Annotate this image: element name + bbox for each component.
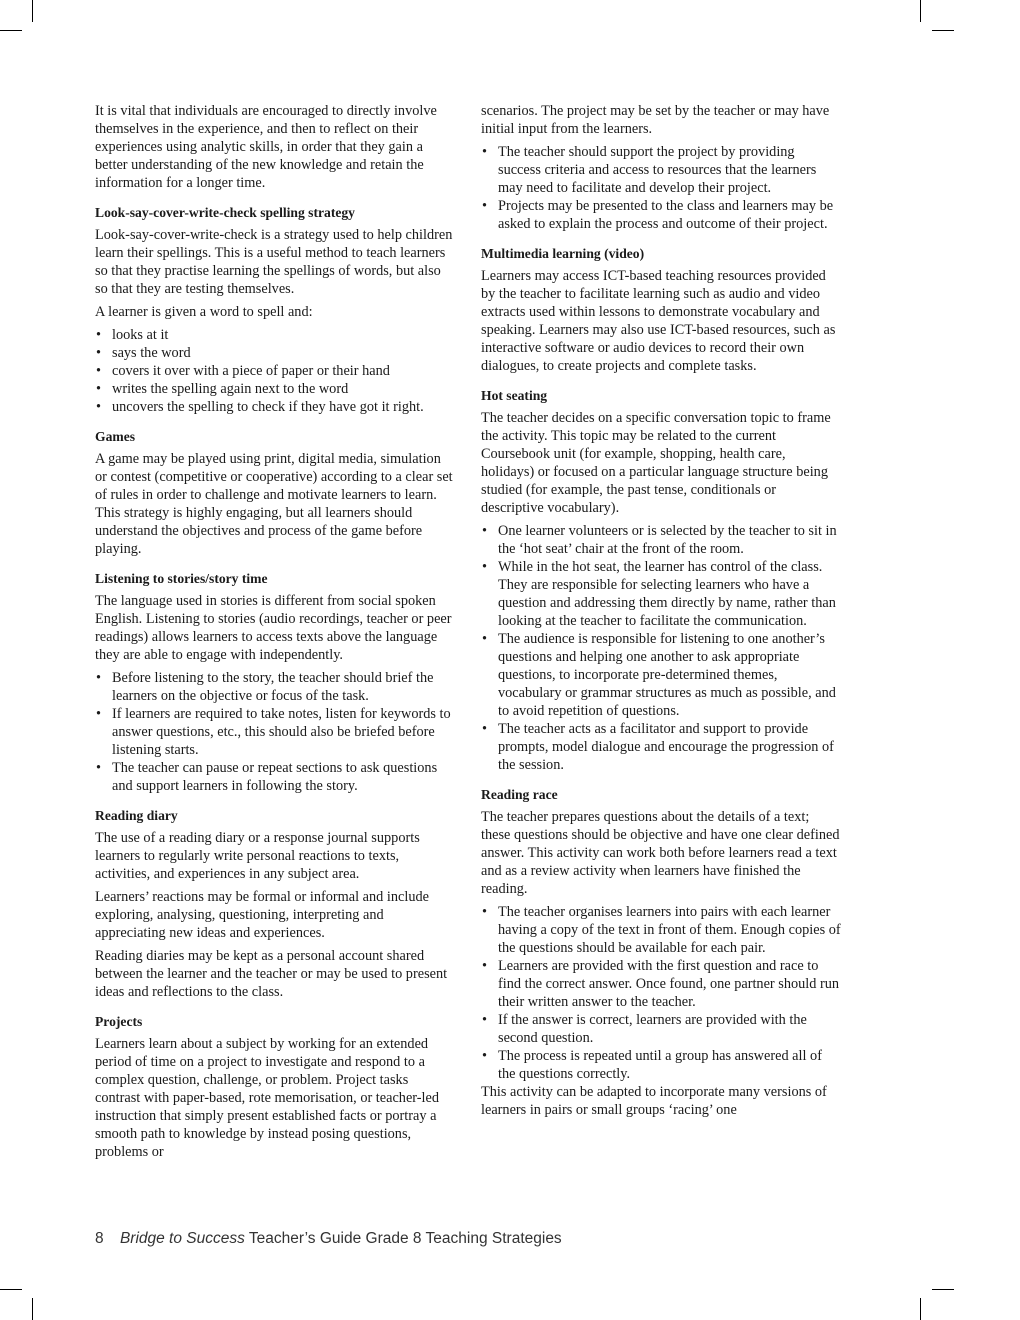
look-say-list — [95, 326, 455, 416]
reading-race-closing: This activity can be adapted to incorporate many versions of learners in pairs or small groups ‘racing’ one — [481, 1084, 827, 1118]
listening-list — [95, 669, 455, 795]
crop-mark-top-left-horizontal — [0, 30, 22, 31]
right-column — [481, 102, 841, 1124]
page-footer — [95, 1230, 562, 1248]
reading-diary-paragraph-1: The use of a reading diary or a response journal supports learners to regularly write personal reactions to texts, activities, and experiences in any subject area. — [95, 830, 420, 882]
listening-paragraph: The language used in stories is different from social spoken English. Listening to stories (audio recordings, teacher or peer readings) allows learners to access texts above the language they are able to engage with independently. — [95, 593, 452, 663]
games-paragraph: A game may be played using print, digital media, simulation or contest (competitive or cooperative) according to a clear set of rules in order to challenge and motivate learners to learn. This strategy is highly engaging, but all learners should understand the objectives and process of the game before playing. — [95, 451, 453, 557]
projects-heading: Projects — [95, 1014, 143, 1029]
list-item: • looks at it — [95, 326, 455, 344]
listening-heading: Listening to stories/story time — [95, 571, 268, 586]
crop-mark-bottom-right-horizontal — [932, 1289, 954, 1290]
left-column — [95, 102, 455, 1166]
book-title: Bridge to Success — [119, 1230, 245, 1247]
reading-diary-paragraph-2: Learners’ reactions may be formal or informal and include exploring, analysing, questioning, interpreting and appreciating new ideas and experiences. — [95, 889, 429, 941]
projects-list — [481, 143, 841, 233]
crop-mark-top-right-horizontal — [932, 30, 954, 31]
reading-diary-heading: Reading diary — [95, 808, 178, 823]
hot-seating-list — [481, 522, 841, 774]
list-item: • The process is repeated until a group has answered all of the questions correctly. — [481, 1047, 841, 1083]
reading-race-paragraph: The teacher prepares questions about the details of a text; these questions should be objective and have one clear defined answer. This activity can work both before learners read a text and as a review activity when learners have finished the reading. — [481, 809, 840, 897]
list-item: • One learner volunteers or is selected by the teacher to sit in the ‘hot seat’ chair at the front of the room. — [481, 522, 841, 558]
look-say-lead-in: A learner is given a word to spell and: — [95, 304, 313, 320]
projects-paragraph: Learners learn about a subject by working for an extended period of time on a project to investigate and respond to a complex question, challenge, or problem. Project tasks contrast with paper-based, rote memorisation, or teacher-led instruction that simply present established facts or portray a smooth path to knowledge by instead posing questions, problems or — [95, 1036, 440, 1160]
list-item: • writes the spelling again next to the word — [95, 380, 455, 398]
list-item: • The audience is responsible for listening to one another’s questions and helping one another to ask appropriate questions, to incorporate pre-determined themes, vocabulary or grammar structures as much as possible, and to avoid repetition of questions. — [481, 630, 841, 720]
look-say-paragraph: Look-say-cover-write-check is a strategy used to help children learn their spellings. This is a useful method to teach learners so that they practise learning the spellings of words, but also so that they are testing themselves. — [95, 227, 453, 297]
intro-paragraph: It is vital that individuals are encouraged to directly involve themselves in the experience, and then to reflect on their experiences using analytic skills, in order that they gain a better understanding of the new knowledge and retain the information for a longer time. — [95, 103, 437, 191]
list-item: • The teacher acts as a facilitator and support to provide prompts, model dialogue and encourage the progression of the session. — [481, 720, 841, 774]
list-item: • If the answer is correct, learners are provided with the second question. — [481, 1011, 841, 1047]
list-item: • If learners are required to take notes, listen for keywords to answer questions, etc., this should also be briefed before listening starts. — [95, 705, 455, 759]
multimedia-paragraph: Learners may access ICT-based teaching resources provided by the teacher to facilitate learning such as audio and video extracts used within lessons to demonstrate vocabulary and speaking. Learners may also use ICT-based resources, such as interactive software or audio devices to record their own dialogues, to create projects and complete tasks. — [481, 268, 836, 374]
list-item: • The teacher can pause or repeat sections to ask questions and support learners in following the story. — [95, 759, 455, 795]
list-item: • covers it over with a piece of paper or their hand — [95, 362, 455, 380]
list-item: • uncovers the spelling to check if they have got it right. — [95, 398, 455, 416]
reading-race-heading: Reading race — [481, 787, 558, 802]
list-item: • The teacher organises learners into pairs with each learner having a copy of the text in front of them. Enough copies of the questions should be available for each pair. — [481, 903, 841, 957]
crop-mark-top-left-vertical — [32, 0, 33, 22]
crop-mark-top-right-vertical — [920, 0, 921, 22]
games-heading: Games — [95, 429, 136, 444]
look-say-heading: Look-say-cover-write-check spelling strategy — [95, 205, 355, 220]
list-item: • says the word — [95, 344, 455, 362]
crop-mark-bottom-left-horizontal — [0, 1289, 22, 1290]
crop-mark-bottom-right-vertical — [920, 1298, 921, 1320]
crop-mark-bottom-left-vertical — [32, 1298, 33, 1320]
list-item: • Projects may be presented to the class and learners may be asked to explain the process and outcome of their project. — [481, 197, 841, 233]
reading-diary-paragraph-3: Reading diaries may be kept as a personal account shared between the learner and the teacher or may be used to present ideas and reflections to the class. — [95, 948, 448, 1000]
hot-seating-heading: Hot seating — [481, 388, 548, 403]
page-number: 8 — [95, 1230, 104, 1247]
multimedia-heading: Multimedia learning (video) — [481, 246, 645, 261]
footer-subtitle: Teacher’s Guide Grade 8 Teaching Strategies — [248, 1230, 562, 1247]
hot-seating-paragraph: The teacher decides on a specific conversation topic to frame the activity. This topic may be related to the current Coursebook unit (for example, shopping, health care, holidays) or focused on a particular language structure being studied (for example, the past tense, conditionals or descriptive vocabulary). — [481, 410, 831, 516]
reading-race-list — [481, 903, 841, 1083]
list-item: • Before listening to the story, the teacher should brief the learners on the objective or focus of the task. — [95, 669, 455, 705]
list-item: • Learners are provided with the first question and race to find the correct answer. Once found, one partner should run their written answer to the teacher. — [481, 957, 841, 1011]
projects-continued-paragraph: scenarios. The project may be set by the teacher or may have initial input from the learners. — [481, 103, 830, 137]
list-item: • The teacher should support the project by providing success criteria and access to resources that the learners may need to facilitate and develop their project. — [481, 143, 841, 197]
list-item: • While in the hot seat, the learner has control of the class. They are responsible for selecting learners who have a question and addressing them directly by name, rather than looking at the teacher to facilitate the communication. — [481, 558, 841, 630]
